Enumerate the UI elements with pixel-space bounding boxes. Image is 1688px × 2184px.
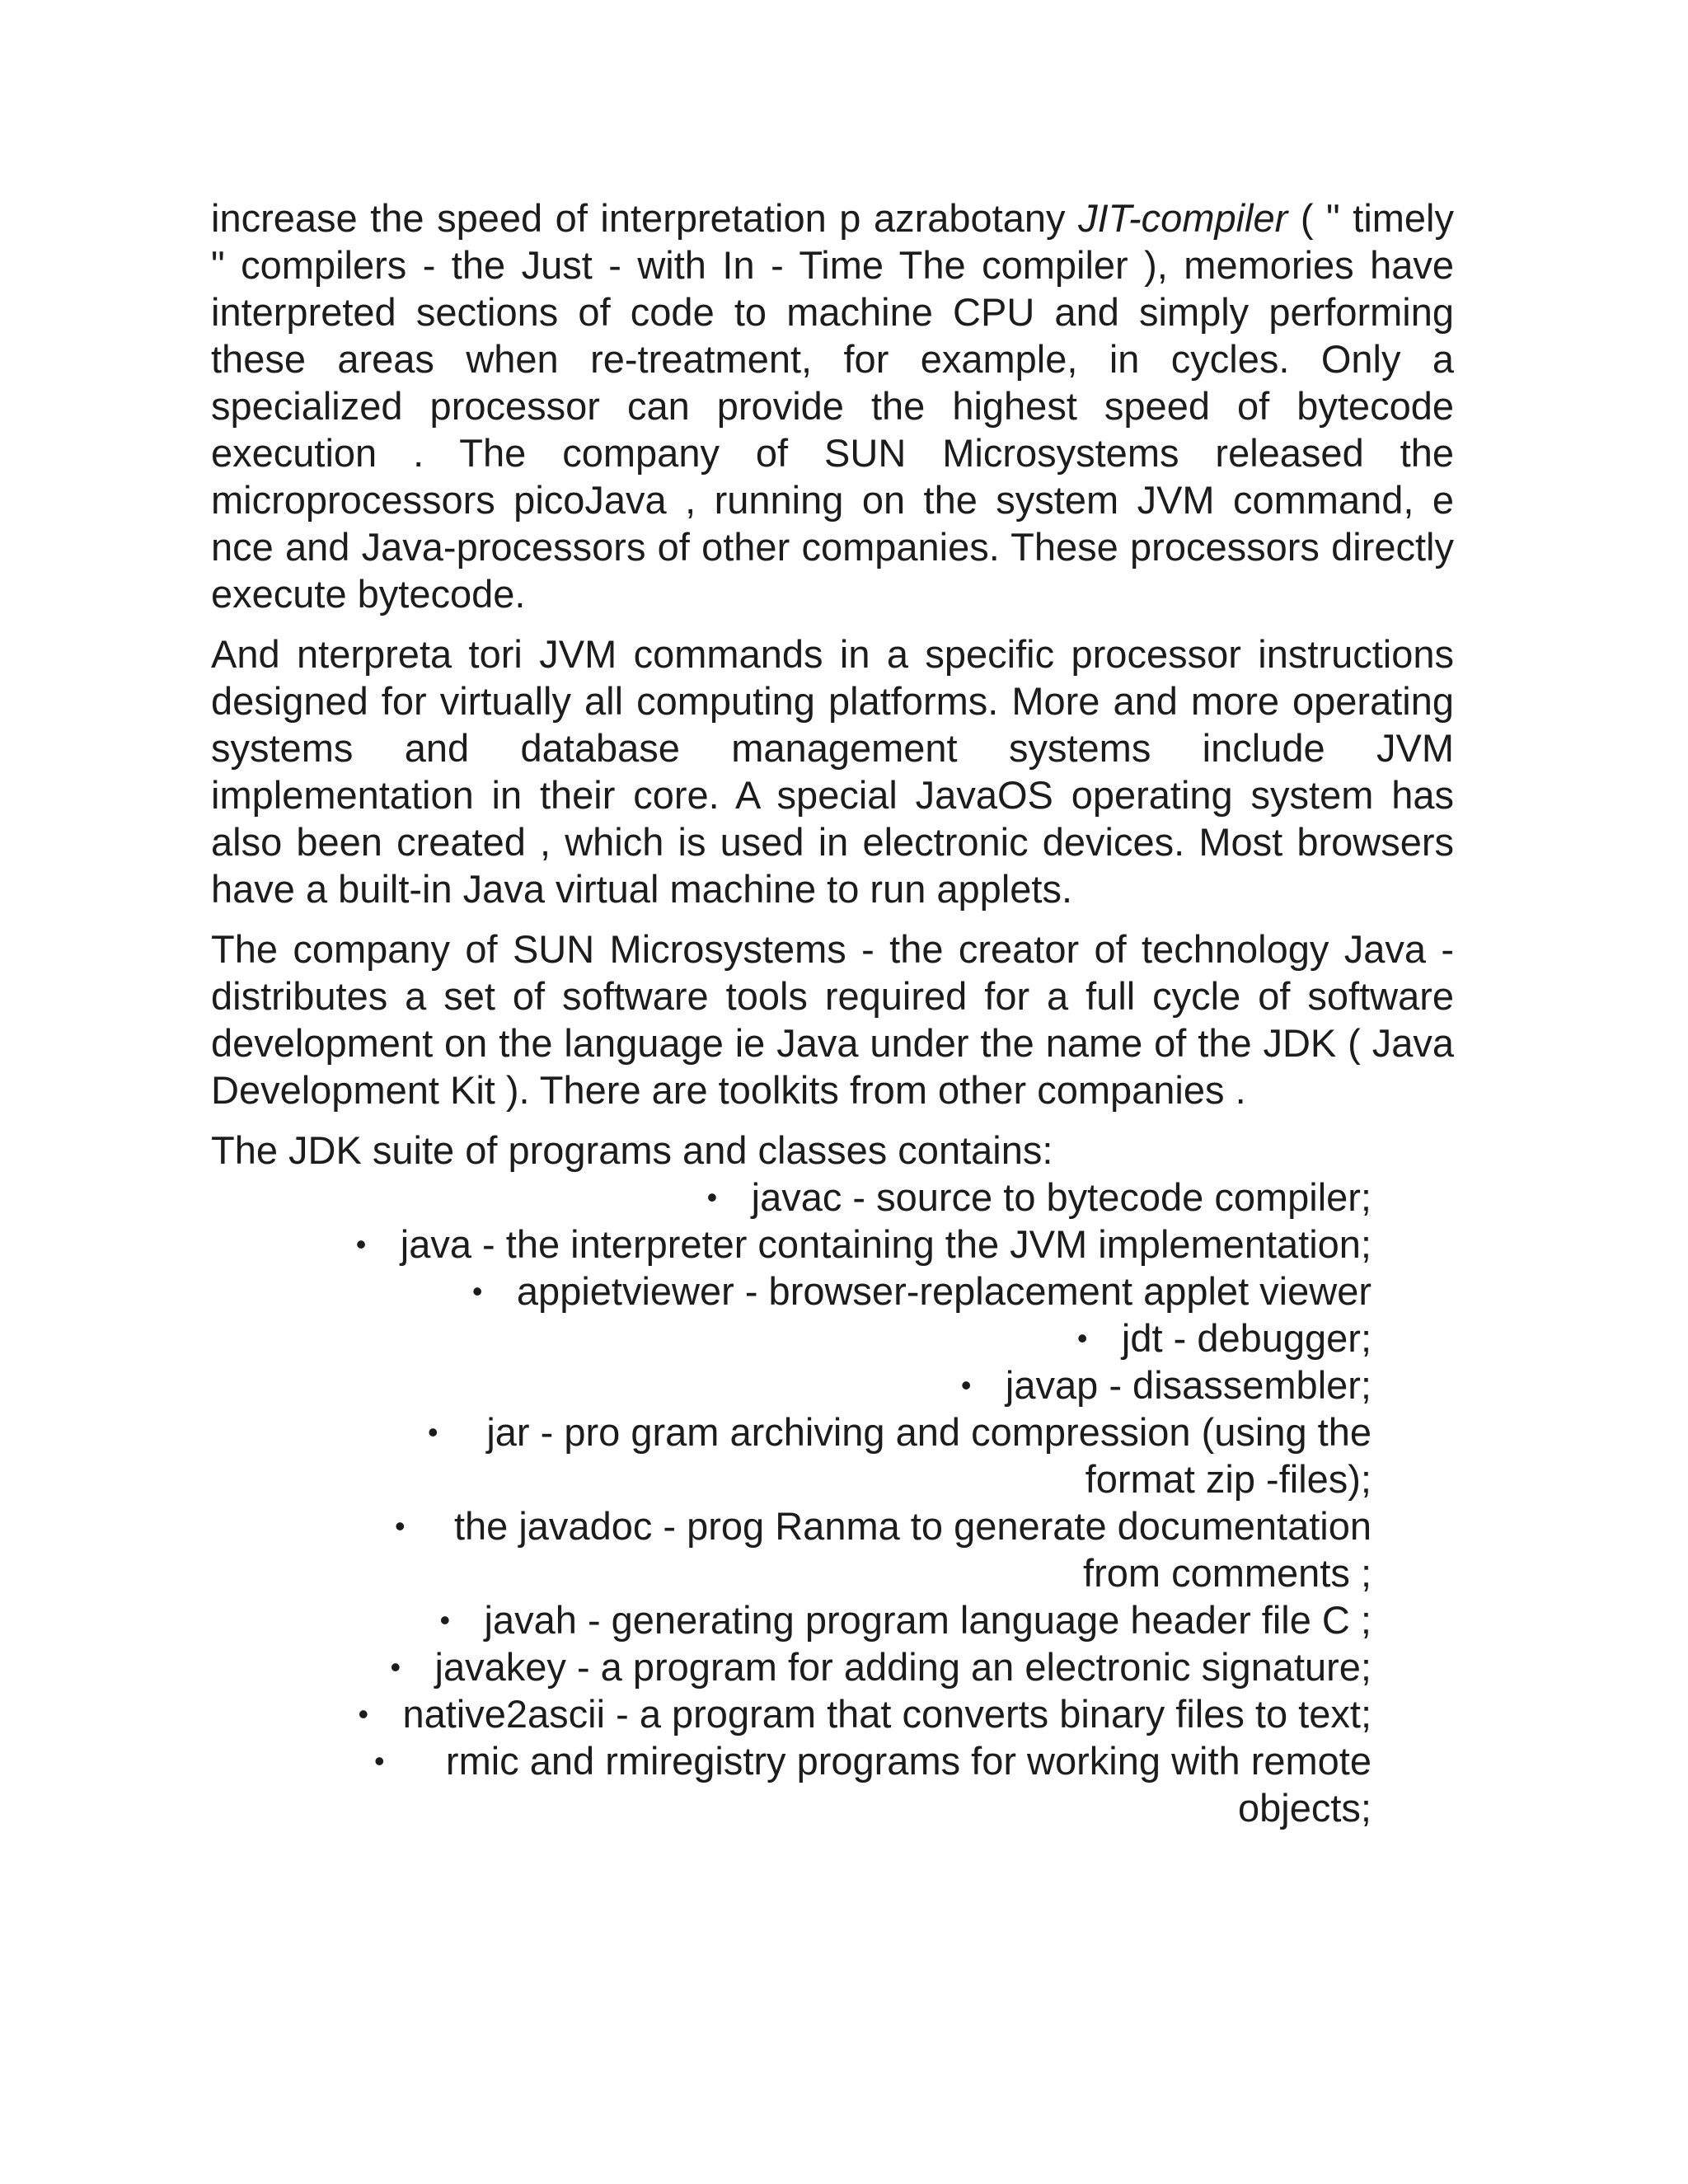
bullet-icon: • bbox=[374, 1744, 385, 1778]
list-item-text: javakey - a program for adding an electronic signature; bbox=[434, 1645, 1372, 1689]
list-item-text: javap - disassembler; bbox=[1005, 1363, 1372, 1407]
list-item bbox=[211, 1174, 1372, 1221]
list-item bbox=[211, 1221, 1372, 1268]
paragraph-jdk-distribution: The company of SUN Microsystems - the creator of technology Java - distributes a set of software tools required for a full cycle of software development on the language ie Java under the name of the JDK ( Java Development Kit ). There are toolkits from other companies . bbox=[211, 927, 1454, 1112]
list-item-text: jar - pro gram archiving and compression (using the format zip -files); bbox=[486, 1410, 1372, 1501]
bullet-icon: • bbox=[471, 1274, 483, 1308]
list-item-text: java - the interpreter containing the JVM implementation; bbox=[400, 1222, 1372, 1266]
bullet-icon: • bbox=[439, 1603, 451, 1637]
bullet-icon: • bbox=[358, 1697, 369, 1731]
bullet-icon: • bbox=[706, 1180, 718, 1214]
list-item bbox=[211, 1361, 1372, 1408]
paragraph-text: ( " timely " compilers - the Just - with In - Time The compiler ), memories have interpreted sections of code to machine CPU and simply performing these areas when re-treatment, for example, in cycles. Only a specialized processor can provide the highest speed of bytecode execution . The company of SUN Microsystems released the microprocessors picoJava , running on the system JVM command, e nce and Java-processors of other companies. These processors directly execute bytecode. bbox=[211, 196, 1454, 616]
paragraph-jdk-suite-intro: The JDK suite of programs and classes contains: bbox=[211, 1128, 1053, 1172]
jit-compiler-term: JIT-compiler bbox=[1078, 196, 1288, 240]
list-item-text: rmic and rmiregistry programs for working with remote objects; bbox=[445, 1739, 1372, 1830]
list-item-text: javah - generating program language header file C ; bbox=[484, 1598, 1372, 1642]
bullet-icon: • bbox=[390, 1650, 401, 1684]
bullet-icon: • bbox=[355, 1227, 367, 1261]
paragraph-text: increase the speed of interpretation p azrabotany bbox=[211, 196, 1079, 240]
bullet-icon: • bbox=[1076, 1321, 1088, 1355]
bullet-icon: • bbox=[960, 1368, 972, 1402]
list-item bbox=[211, 1643, 1372, 1690]
list-item-text: the javadoc - prog Ranma to generate documentation from comments ; bbox=[453, 1504, 1372, 1595]
list-item-text: native2ascii - a program that converts binary files to text; bbox=[402, 1692, 1372, 1736]
list-item bbox=[211, 1737, 1372, 1831]
list-item bbox=[211, 1690, 1372, 1737]
bullet-icon: • bbox=[395, 1509, 406, 1543]
bullet-icon: • bbox=[428, 1415, 438, 1449]
list-item-text: javac - source to bytecode compiler; bbox=[751, 1175, 1372, 1219]
list-item-text: appietviewer - browser-replacement applet viewer bbox=[516, 1269, 1372, 1313]
list-item bbox=[211, 1315, 1372, 1361]
paragraph-jvm-interpreters: And nterpreta tori JVM commands in a specific processor instructions designed for virtually all computing platforms. More and more operating systems and database management systems include JVM implementation in their core. A special JavaOS operating system has also been created , which is used in electronic devices. Most browsers have a built-in Java virtual machine to run applets. bbox=[211, 632, 1454, 911]
paragraph-jit-compiler bbox=[211, 194, 1454, 617]
list-item bbox=[211, 1596, 1372, 1643]
document-body bbox=[211, 194, 1454, 1831]
list-item-text: jdt - debugger; bbox=[1121, 1316, 1372, 1360]
list-item bbox=[211, 1268, 1372, 1315]
list-item bbox=[211, 1502, 1372, 1596]
jdk-tools-list bbox=[211, 1174, 1372, 1831]
list-item bbox=[211, 1408, 1372, 1502]
